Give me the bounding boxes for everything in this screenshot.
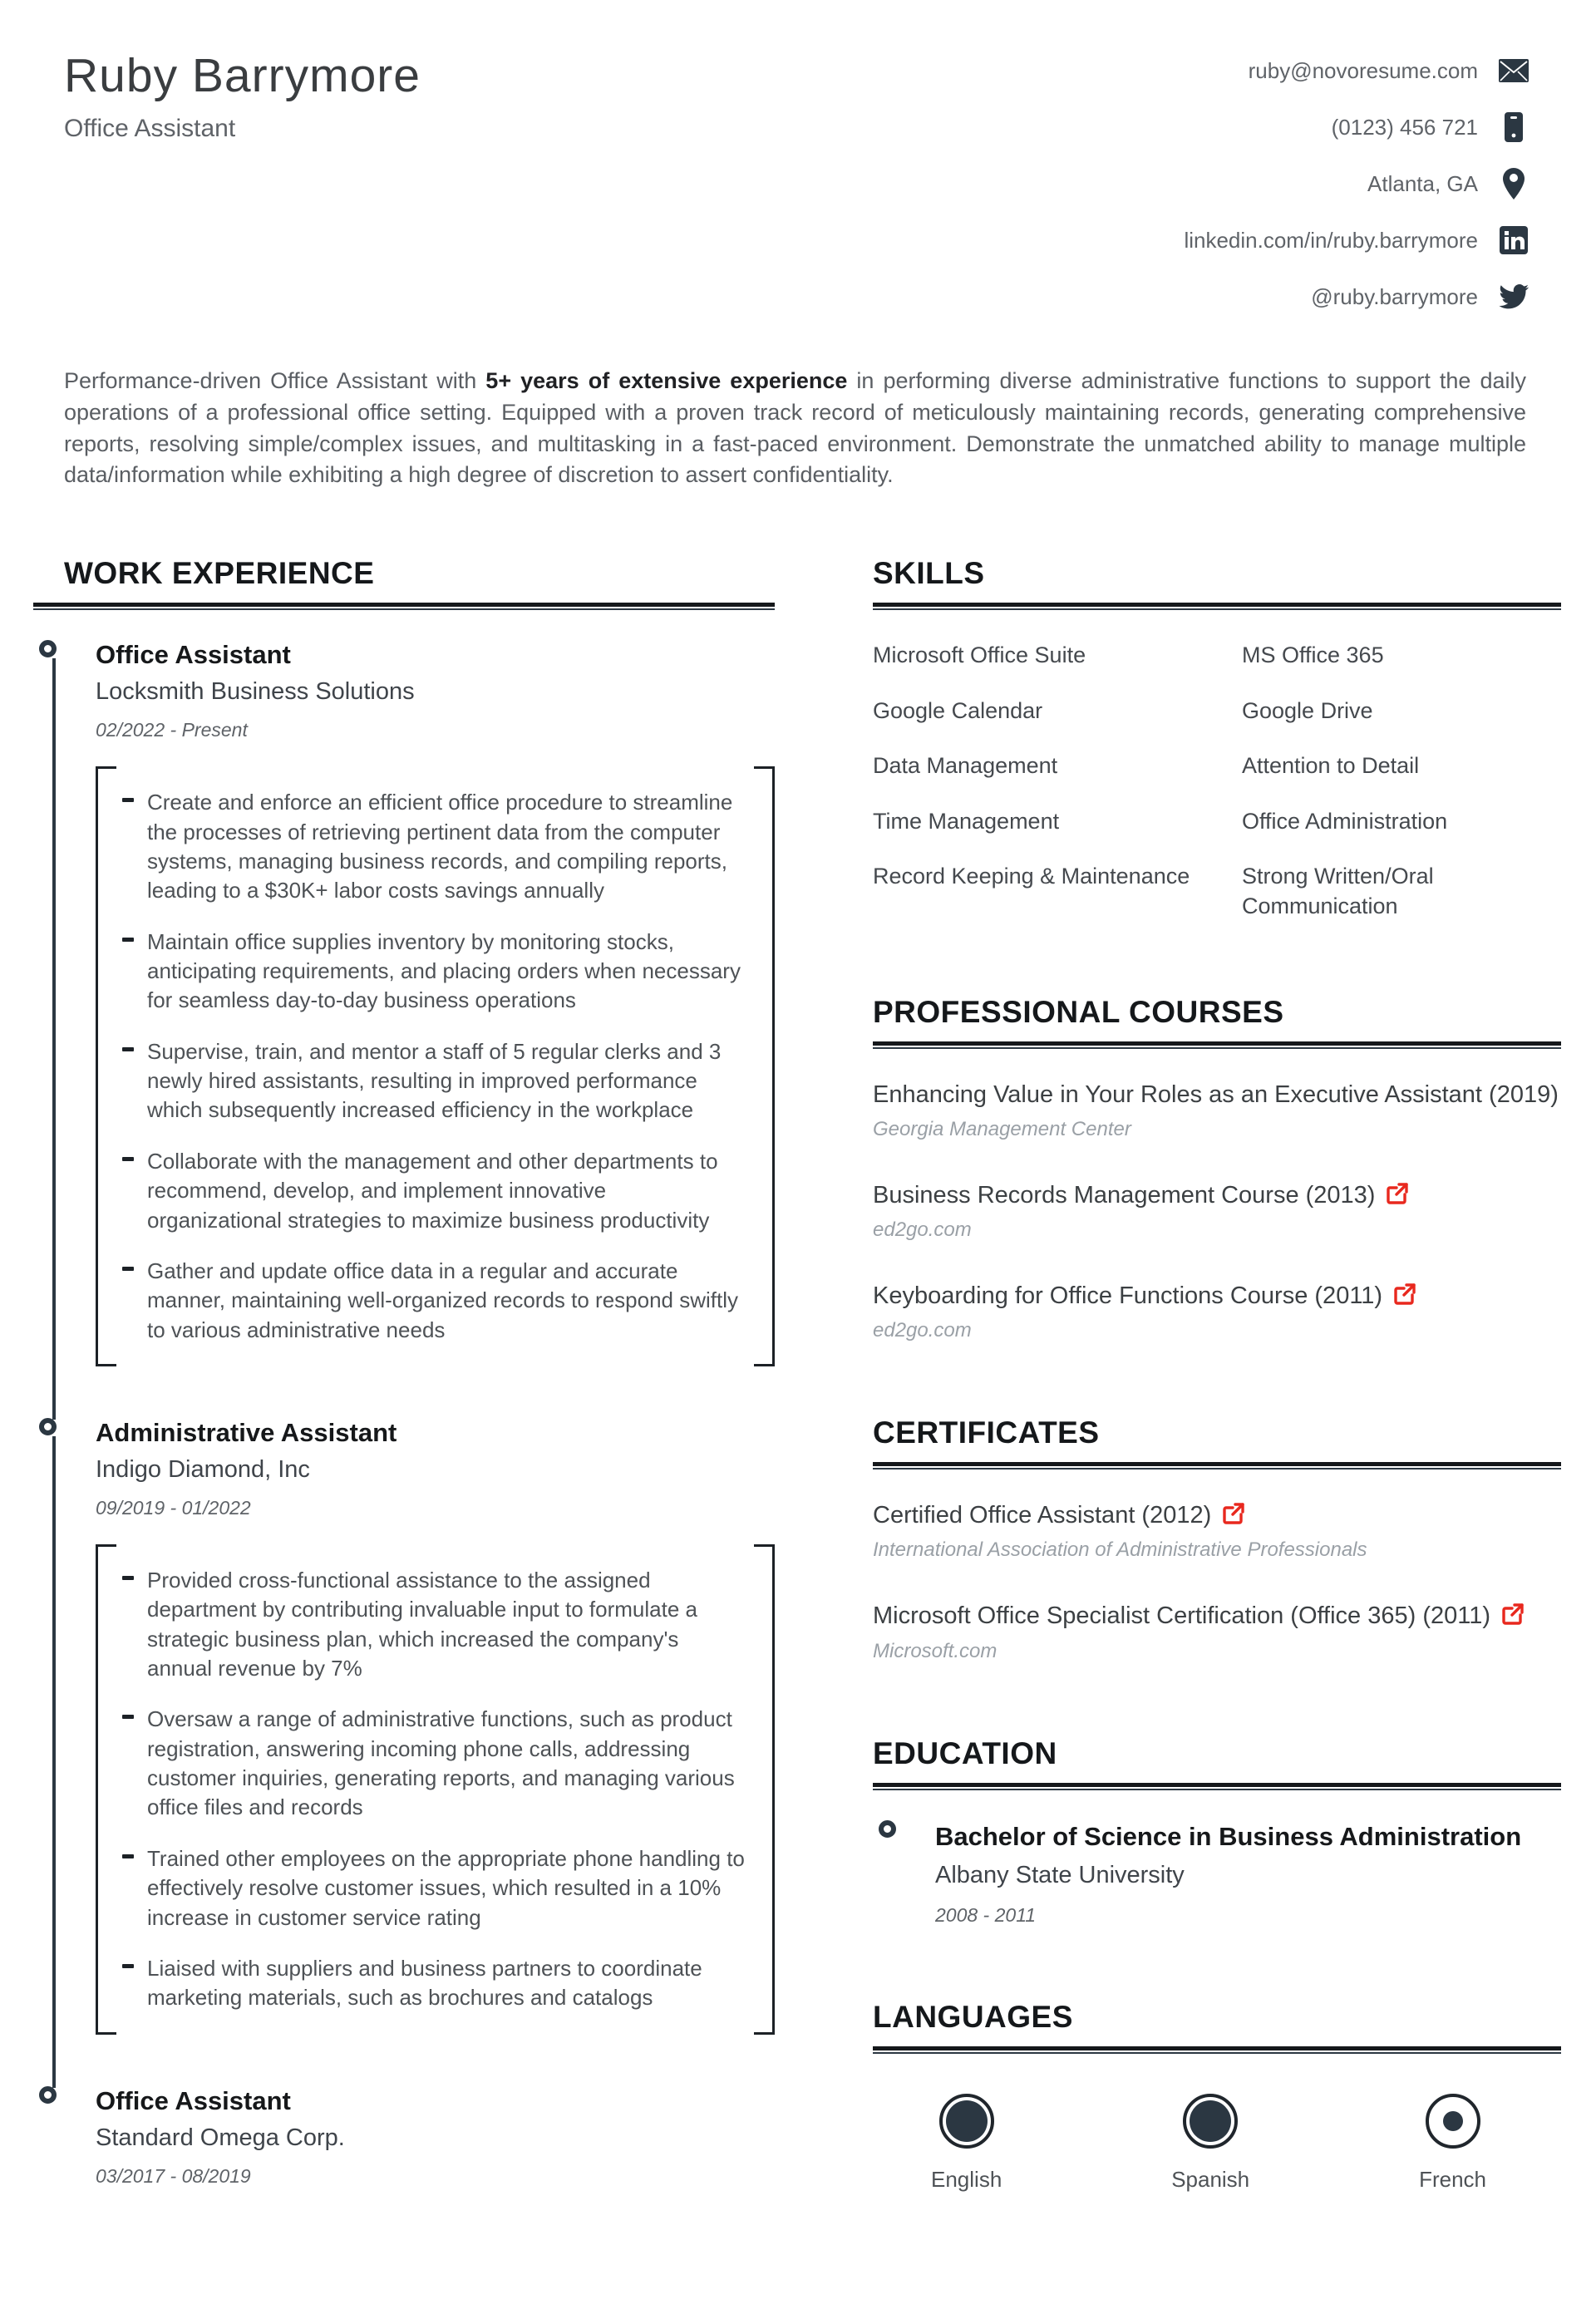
language-name: French [1419,2166,1486,2192]
job-company: Locksmith Business Solutions [96,678,415,706]
skill-item: Time Management [873,808,1060,834]
timeline-dot-icon [39,640,57,657]
course-org: Georgia Management Center [873,1117,1131,1140]
bullet-text: Gather and update office data in a regular and accurate manner, maintaining well-organized records to respond swiftly to various administrative needs [147,1258,739,1342]
contact-email[interactable] [1249,55,1530,86]
course-title [873,1179,1561,1212]
education-entry [873,1820,1561,1927]
course-entry [873,1079,1561,1141]
bullet-text: Create and enforce an efficient office procedure to streamline the processes of retrieving pertinent data from the computer systems, managing business records, and compiling reports, leading to a $30K+ labor costs savings annually [147,790,733,903]
bullet-item [122,1954,746,2013]
bullet-item [122,1705,746,1822]
language-level-fluent-icon [1183,2094,1238,2149]
job-title: Administrative Assistant [96,1417,397,1447]
section-divider [873,1041,1561,1049]
certificate-entry [873,1600,1561,1662]
identity [64,48,421,313]
skill-item: Google Drive [1242,697,1373,723]
external-link-icon[interactable] [1394,1282,1416,1303]
dash-bullet-icon [122,1854,134,1858]
twitter-icon [1498,281,1530,313]
language-name: English [931,2166,1002,2192]
course-org: ed2go.com [873,1319,972,1342]
section-divider [873,2046,1561,2054]
external-link-icon[interactable] [1502,1602,1524,1623]
certificate-title [873,1600,1561,1632]
language-name: Spanish [1171,2166,1250,2192]
bullet-item [122,1566,746,1683]
job-dates: 03/2017 - 08/2019 [96,2164,251,2187]
certificate-org: Microsoft.com [873,1639,998,1662]
header [64,48,1530,313]
certificate-title [873,1499,1561,1532]
job-title: Office Assistant [96,640,291,670]
education-heading: EDUCATION [873,1735,1057,1770]
professional-courses-section [873,995,1561,1342]
dash-bullet-icon [122,938,134,942]
certificates-heading: CERTIFICATES [873,1415,1100,1450]
course-title-text: Enhancing Value in Your Roles as an Executive Assistant (2019) [873,1081,1559,1108]
language-item [1171,2094,1249,2193]
job-dates: 02/2022 - Present [96,719,248,741]
contact-linkedin[interactable] [1184,224,1530,256]
dash-bullet-icon [122,1267,134,1271]
mail-icon [1498,55,1530,86]
language-level-basic-icon [1426,2094,1480,2149]
job-company: Indigo Diamond, Inc [96,1455,310,1483]
skill-item: Strong Written/Oral Communication [1242,863,1434,919]
course-entry [873,1179,1561,1242]
contact-phone-text: (0123) 456 721 [1331,114,1478,140]
bullet-text: Provided cross-functional assistance to the assigned department by contributing invaluable input to formulate a strategic business plan, which increased the company's annual revenue by 7% [147,1567,697,1681]
bullet-item [122,928,746,1016]
bullet-text: Trained other employees on the appropriate phone handling to effectively resolve customer issues, which resulted in a 10% increase in customer service rating [147,1845,745,1930]
languages-list [873,2084,1561,2193]
bullet-item [122,788,746,905]
person-role: Office Assistant [64,115,236,142]
right-column [873,556,1561,2266]
summary-bold: 5+ years of extensive experience [485,368,848,393]
contact-list [1184,48,1530,313]
bullet-text: Maintain office supplies inventory by monitoring stocks, anticipating requirements, and placing orders when necessary for seamless day-to-day business operations [147,928,741,1013]
bullet-text: Collaborate with the management and other departments to recommend, develop, and implement innovative organizational strategies to maximize business productivity [147,1148,718,1233]
education-school: Albany State University [935,1861,1185,1888]
job-entry [33,2086,775,2188]
timeline-dot-icon [879,1820,896,1838]
job-company: Standard Omega Corp. [96,2124,345,2151]
skill-item: MS Office 365 [1242,642,1384,668]
education-section [873,1736,1561,1927]
summary-prefix: Performance-driven Office Assistant with [64,368,486,393]
certificates-section [873,1415,1561,1662]
bullet-text: Oversaw a range of administrative functions, such as product registration, answering incoming phone calls, addressing customer inquiries, generating reports, and managing various office files and records [147,1706,735,1820]
skill-item: Google Calendar [873,697,1043,723]
bullet-text: Liaised with suppliers and business partners to coordinate marketing materials, such as brochures and catalogs [147,1955,702,2011]
language-item [931,2094,1002,2193]
section-divider [873,1462,1561,1469]
dash-bullet-icon [122,1157,134,1161]
dash-bullet-icon [122,798,134,802]
timeline-dot-icon [39,1418,57,1435]
summary-paragraph [64,366,1526,491]
bullet-item [122,1147,746,1235]
bullet-item [122,1844,746,1932]
course-org: ed2go.com [873,1218,972,1242]
work-experience-section [33,556,775,2187]
contact-phone [1332,111,1530,143]
section-divider [873,603,1561,610]
skill-item: Microsoft Office Suite [873,642,1086,668]
contact-twitter[interactable] [1311,281,1530,313]
course-title-text: Keyboarding for Office Functions Course (2011) [873,1282,1383,1310]
left-column [33,556,775,2266]
contact-linkedin-text: linkedin.com/in/ruby.barrymore [1184,227,1478,253]
dash-bullet-icon [122,1047,134,1051]
job-title: Office Assistant [96,2085,291,2115]
professional-courses-heading: PROFESSIONAL COURSES [873,994,1284,1029]
person-name: Ruby Barrymore [64,49,421,102]
section-divider [33,603,775,610]
work-experience-heading: WORK EXPERIENCE [64,556,375,591]
language-level-fluent-icon [939,2094,994,2149]
languages-heading: LANGUAGES [873,1999,1073,2034]
dash-bullet-icon [122,1576,134,1580]
job-entry [33,640,775,1366]
skill-item: Data Management [873,753,1058,779]
education-dates: 2008 - 2011 [935,1903,1037,1926]
education-degree: Bachelor of Science in Business Administration [935,1821,1522,1851]
content-columns [33,556,1561,2266]
phone-icon [1498,111,1530,143]
certificate-title-text: Certified Office Assistant (2012) [873,1502,1212,1529]
contact-email-text: ruby@novoresume.com [1248,57,1478,83]
summary-suffix: in performing diverse administrative functions to support the daily operations of a professional office setting. Equipped with a proven track record of meticulously maintaining records, generating comprehensive reports, resolving simple/complex issues, and multitasking in a fast-paced environment. Demonstrate the unmatched ability to manage multiple data/information while exhibiting a high degree of discretion to assert confidentiality. [64,368,1526,488]
skills-grid [873,640,1561,922]
bullet-text: Supervise, train, and mentor a staff of 5 regular clerks and 3 newly hired assistants, resulting in improved performance which subsequently increased efficiency in the workplace [147,1038,722,1123]
job-dates: 09/2019 - 01/2022 [96,1496,251,1519]
skill-item: Attention to Detail [1242,753,1420,779]
certificate-entry [873,1499,1561,1562]
course-title-text: Business Records Management Course (2013) [873,1181,1376,1209]
contact-location-text: Atlanta, GA [1367,170,1478,196]
job-bullets [96,766,775,1366]
skill-item: Record Keeping & Maintenance [873,863,1190,889]
contact-twitter-text: @ruby.barrymore [1311,283,1478,309]
section-divider [873,1783,1561,1790]
course-title [873,1280,1561,1312]
skills-section [873,556,1561,922]
external-link-icon[interactable] [1223,1501,1244,1523]
job-entry [33,1418,775,2035]
job-bullets [96,1544,775,2035]
external-link-icon[interactable] [1387,1181,1408,1203]
certificate-org: International Association of Administrative Professionals [873,1538,1367,1562]
bullet-item [122,1037,746,1125]
course-entry [873,1280,1561,1342]
languages-section [873,2000,1561,2193]
linkedin-icon [1498,224,1530,256]
language-item [1419,2094,1486,2193]
contact-location [1367,168,1530,199]
skill-item: Office Administration [1242,808,1448,834]
bullet-item [122,1257,746,1345]
dash-bullet-icon [122,1715,134,1719]
timeline-dot-icon [39,2086,57,2104]
skills-heading: SKILLS [873,556,985,591]
dash-bullet-icon [122,1964,134,1968]
location-pin-icon [1498,168,1530,199]
certificate-title-text: Microsoft Office Specialist Certification (Office 365) (2011) [873,1602,1491,1630]
course-title [873,1079,1561,1111]
